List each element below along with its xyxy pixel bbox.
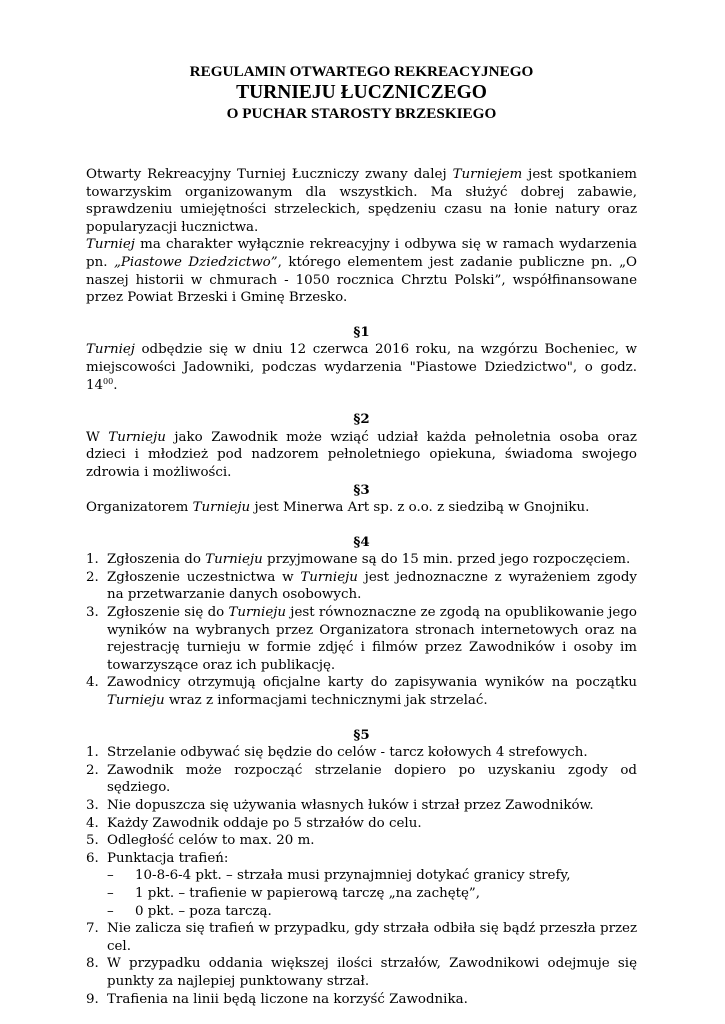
scoring-item: – 0 pkt. – poza tarczą. <box>107 903 272 919</box>
title-line-3: O PUCHAR STAROSTY BRZESKIEGO <box>226 105 497 122</box>
section-4-heading: §4 <box>353 533 370 550</box>
scoring-sublist <box>107 867 637 920</box>
list-item: 4. Każdy Zawodnik oddaje po 5 strzałów do celu. <box>86 815 422 831</box>
intro-paragraph-2: Turniej ma charakter wyłącznie rekreacyjny i odbywa się w ramach wydarzenia pn. „Piastowe Dziedzictwo”, którego elementem jest zadanie publiczne pn. „O naszej historii w chmurach - 1050 rocznica Chrztu Polski”, współfinansowane przez Powiat Brzeski i Gminę Brzesko. <box>86 237 637 306</box>
list-item: 2. Zawodnik może rozpocząć strzelanie dopiero po uzyskaniu zgody od sędziego. <box>86 762 637 796</box>
title-line-1: REGULAMIN OTWARTEGO REKREACYJNEGO <box>189 63 534 80</box>
scoring-item: – 1 pkt. – trafienie w papierową tarczę „na zachętę”, <box>107 885 481 901</box>
list-item: 3. Nie dopuszcza się używania własnych łuków i strzał przez Zawodników. <box>86 798 594 813</box>
section-4-list <box>86 551 637 709</box>
list-item: 1. Zgłoszenia do Turnieju przyjmowane są do 15 min. przed jego rozpoczęciem. <box>86 552 631 568</box>
section-1-text: Turniej odbędzie się w dniu 12 czerwca 2016 roku, na wzgórzu Bocheniec, w miejscowości Jadowniki, podczas wydarzenia "Piastowe Dziedzictwo", o godz. $14^{00}$. <box>86 342 637 393</box>
intro-paragraph-1: Otwarty Rekreacyjny Turniej Łuczniczy zwany dalej Turniejem jest spotkaniem towarzyskim organizowanym dla wszystkich. Ma służyć dobrej zabawie, sprawdzeniu umiejętności strzeleckich, spędzeniu czasu na łonie natury oraz popularyzacji łucznictwa. <box>86 167 638 235</box>
list-item: 7. Nie zalicza się trafień w przypadku, gdy strzała odbiła się bądź przeszła przez cel. <box>86 921 637 954</box>
section-5-heading: §5 <box>353 726 370 743</box>
list-item: 8. W przypadku oddania większej ilości strzałów, Zawodnikowi odejmuje się punkty za najlepiej punktowany strzał. <box>86 956 637 989</box>
list-item: 2. Zgłoszenie uczestnictwa w Turnieju jest jednoznaczne z wyrażeniem zgody na przetwarzanie danych osobowych. <box>86 569 637 603</box>
list-item: 6. Punktacja trafień: – 10-8-6-4 pkt. – strzała musi przynajmniej dotykać granicy strefy, – 1 pkt. – trafienie w papierową tarczę „na zachętę”, – 0 pkt. – poza tarczą. <box>86 850 637 920</box>
intro-section <box>86 166 637 307</box>
section-5-list <box>86 744 637 1008</box>
section-1-heading: §1 <box>353 323 370 340</box>
list-item: 3. Zgłoszenie się do Turnieju jest równoznaczne ze zgodą na opublikowanie jego wyników na wybranych przez Organizatora stronach internetowych oraz na rejestrację turnieju w formie zdjęć i filmów przez Zawodników i osoby im towarzyszące oraz ich publikację. <box>86 605 637 673</box>
section-3-heading: §3 <box>353 481 370 498</box>
section-2-text: W Turnieju jako Zawodnik może wziąć udział każda pełnoletnia osoba oraz dzieci i młodzież pod nadzorem pełnoletniego opiekuna, świadoma swojego zdrowia i możliwości. <box>86 429 637 480</box>
section-3-text: Organizatorem Turnieju jest Minerwa Art sp. z o.o. z siedzibą w Gnojniku. <box>86 500 590 516</box>
list-item: 4. Zawodnicy otrzymują oficjalne karty do zapisywania wyników na początku Turnieju wraz z informacjami technicznymi jak strzelać. <box>86 675 637 709</box>
scoring-item: – 10-8-6-4 pkt. – strzała musi przynajmniej dotykać granicy strefy, <box>107 868 571 884</box>
list-item: 5. Odległość celów to max. 20 m. <box>86 833 315 849</box>
section-2-heading: §2 <box>353 411 370 428</box>
title-line-2: TURNIEJU ŁUCZNICZEGO <box>236 82 487 103</box>
list-item: 9. Trafienia na linii będą liczone na korzyść Zawodnika. <box>86 991 468 1007</box>
list-item: 1. Strzelanie odbywać się będzie do celów - tarcz kołowych 4 strefowych. <box>86 745 588 761</box>
